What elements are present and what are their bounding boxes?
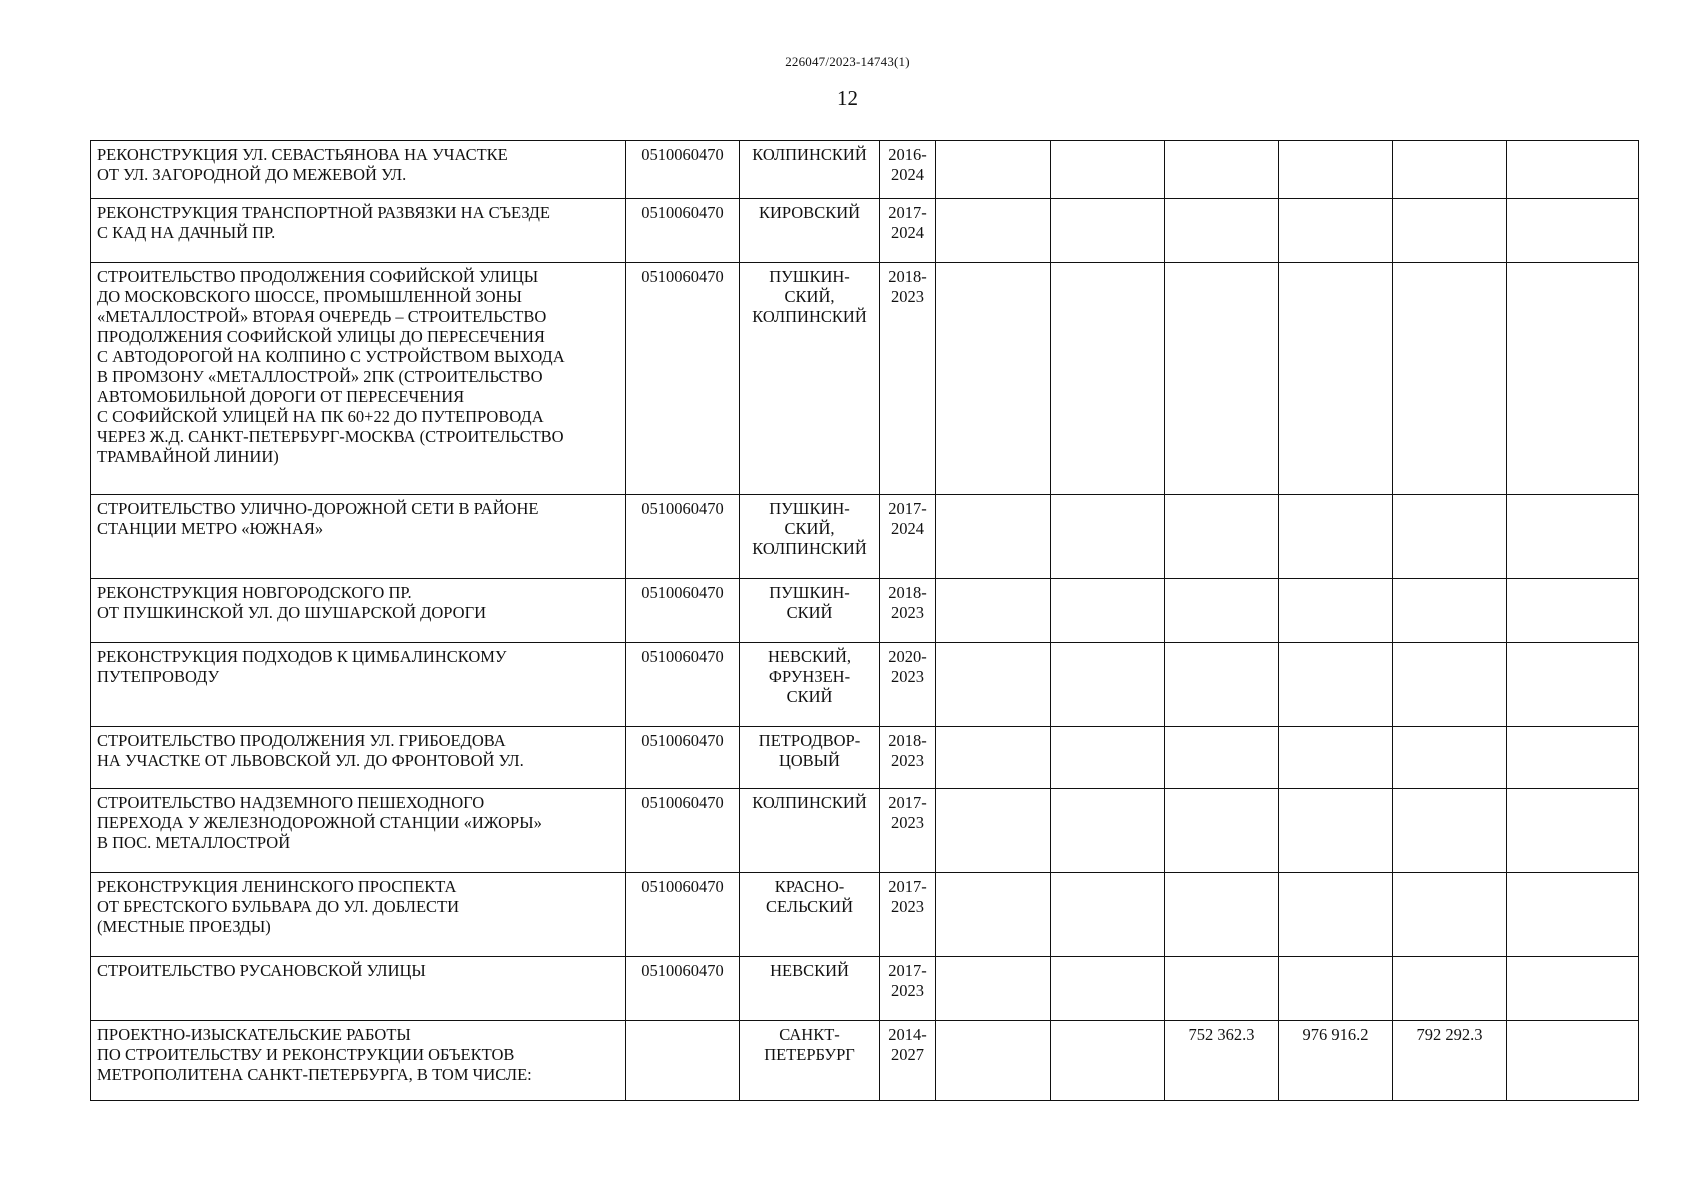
value-5 [1393,789,1507,873]
value-1 [936,199,1051,263]
years: 2017- 2023 [880,957,936,1021]
value-5 [1393,263,1507,495]
district: САНКТ- ПЕТЕРБУРГ [740,1021,880,1101]
table-row [91,789,1639,873]
value-1 [936,727,1051,789]
value-2 [1051,263,1165,495]
years: 2018- 2023 [880,727,936,789]
value-1 [936,873,1051,957]
value-6 [1507,1021,1639,1101]
table-row [91,643,1639,727]
value-1 [936,789,1051,873]
value-2 [1051,873,1165,957]
years: 2014- 2027 [880,1021,936,1101]
value-6 [1507,873,1639,957]
value-4 [1279,873,1393,957]
district: КОЛПИНСКИЙ [740,789,880,873]
table-row [91,1021,1639,1101]
years: 2017- 2023 [880,789,936,873]
district: КИРОВСКИЙ [740,199,880,263]
table-row [91,727,1639,789]
value-2 [1051,141,1165,199]
district: ПЕТРОДВОР- ЦОВЫЙ [740,727,880,789]
program-table [90,140,1639,1101]
value-6 [1507,789,1639,873]
object-name: РЕКОНСТРУКЦИЯ ЛЕНИНСКОГО ПРОСПЕКТА ОТ БРЕСТСКОГО БУЛЬВАРА ДО УЛ. ДОБЛЕСТИ (МЕСТНЫЕ ПРОЕЗДЫ) [91,873,626,957]
years: 2017- 2024 [880,495,936,579]
district: НЕВСКИЙ, ФРУНЗЕН- СКИЙ [740,643,880,727]
value-6 [1507,495,1639,579]
budget-code: 0510060470 [626,643,740,727]
value-5 [1393,727,1507,789]
district: НЕВСКИЙ [740,957,880,1021]
value-4 [1279,495,1393,579]
value-1 [936,1021,1051,1101]
value-3 [1165,495,1279,579]
budget-code: 0510060470 [626,495,740,579]
value-5 [1393,141,1507,199]
value-2 [1051,1021,1165,1101]
value-3 [1165,141,1279,199]
object-name: СТРОИТЕЛЬСТВО ПРОДОЛЖЕНИЯ СОФИЙСКОЙ УЛИЦЫ ДО МОСКОВСКОГО ШОССЕ, ПРОМЫШЛЕННОЙ ЗОНЫ «МЕТАЛЛОСТРОЙ» ВТОРАЯ ОЧЕРЕДЬ – СТРОИТЕЛЬСТВО ПРОДОЛЖЕНИЯ СОФИЙСКОЙ УЛИЦЫ ДО ПЕРЕСЕЧЕНИЯ С АВТОДОРОГОЙ НА КОЛПИНО С УСТРОЙСТВОМ ВЫХОДА В ПРОМЗОНУ «МЕТАЛЛОСТРОЙ» 2ПК (СТРОИТЕЛЬСТВО АВТОМОБИЛЬНОЙ ДОРОГИ ОТ ПЕРЕСЕЧЕНИЯ С СОФИЙСКОЙ УЛИЦЕЙ НА ПК 60+22 ДО ПУТЕПРОВОДА ЧЕРЕЗ Ж.Д. САНКТ-ПЕТЕРБУРГ-МОСКВА (СТРОИТЕЛЬСТВО ТРАМВАЙНОЙ ЛИНИИ) [91,263,626,495]
value-3 [1165,789,1279,873]
value-6 [1507,141,1639,199]
object-name: РЕКОНСТРУКЦИЯ НОВГОРОДСКОГО ПР. ОТ ПУШКИНСКОЙ УЛ. ДО ШУШАРСКОЙ ДОРОГИ [91,579,626,643]
table-row [91,495,1639,579]
value-3 [1165,263,1279,495]
years: 2018- 2023 [880,579,936,643]
value-5 [1393,495,1507,579]
object-name: СТРОИТЕЛЬСТВО РУСАНОВСКОЙ УЛИЦЫ [91,957,626,1021]
value-1 [936,579,1051,643]
value-2 [1051,495,1165,579]
object-name: СТРОИТЕЛЬСТВО УЛИЧНО-ДОРОЖНОЙ СЕТИ В РАЙОНЕ СТАНЦИИ МЕТРО «ЮЖНАЯ» [91,495,626,579]
value-6 [1507,727,1639,789]
budget-code: 0510060470 [626,727,740,789]
years: 2018- 2023 [880,263,936,495]
value-2 [1051,789,1165,873]
value-4 [1279,263,1393,495]
value-3 [1165,579,1279,643]
value-4: 976 916.2 [1279,1021,1393,1101]
value-6 [1507,579,1639,643]
object-name: СТРОИТЕЛЬСТВО НАДЗЕМНОГО ПЕШЕХОДНОГО ПЕРЕХОДА У ЖЕЛЕЗНОДОРОЖНОЙ СТАНЦИИ «ИЖОРЫ» В ПОС. МЕТАЛЛОСТРОЙ [91,789,626,873]
budget-code: 0510060470 [626,957,740,1021]
value-5: 792 292.3 [1393,1021,1507,1101]
table-row [91,957,1639,1021]
value-2 [1051,957,1165,1021]
district: КРАСНО- СЕЛЬСКИЙ [740,873,880,957]
value-3 [1165,643,1279,727]
object-name: ПРОЕКТНО-ИЗЫСКАТЕЛЬСКИЕ РАБОТЫ ПО СТРОИТЕЛЬСТВУ И РЕКОНСТРУКЦИИ ОБЪЕКТОВ МЕТРОПОЛИТЕНА САНКТ-ПЕТЕРБУРГА, В ТОМ ЧИСЛЕ: [91,1021,626,1101]
table-row [91,141,1639,199]
value-4 [1279,789,1393,873]
value-3: 752 362.3 [1165,1021,1279,1101]
object-name: РЕКОНСТРУКЦИЯ УЛ. СЕВАСТЬЯНОВА НА УЧАСТКЕ ОТ УЛ. ЗАГОРОДНОЙ ДО МЕЖЕВОЙ УЛ. [91,141,626,199]
value-6 [1507,263,1639,495]
value-3 [1165,727,1279,789]
value-1 [936,643,1051,727]
value-2 [1051,727,1165,789]
years: 2016- 2024 [880,141,936,199]
value-6 [1507,199,1639,263]
budget-code: 0510060470 [626,873,740,957]
value-3 [1165,199,1279,263]
budget-code [626,1021,740,1101]
budget-code: 0510060470 [626,263,740,495]
budget-code: 0510060470 [626,141,740,199]
value-1 [936,263,1051,495]
value-5 [1393,199,1507,263]
value-4 [1279,643,1393,727]
page-number: 12 [837,86,858,110]
table-row [91,873,1639,957]
object-name: СТРОИТЕЛЬСТВО ПРОДОЛЖЕНИЯ УЛ. ГРИБОЕДОВА НА УЧАСТКЕ ОТ ЛЬВОВСКОЙ УЛ. ДО ФРОНТОВОЙ УЛ. [91,727,626,789]
value-5 [1393,873,1507,957]
value-4 [1279,727,1393,789]
district: ПУШКИН- СКИЙ, КОЛПИНСКИЙ [740,263,880,495]
value-2 [1051,643,1165,727]
value-1 [936,141,1051,199]
value-3 [1165,873,1279,957]
value-6 [1507,643,1639,727]
document-id: 226047/2023-14743(1) [785,54,910,69]
district: КОЛПИНСКИЙ [740,141,880,199]
value-4 [1279,579,1393,643]
budget-code: 0510060470 [626,789,740,873]
value-4 [1279,957,1393,1021]
years: 2017- 2023 [880,873,936,957]
value-6 [1507,957,1639,1021]
value-4 [1279,141,1393,199]
budget-code: 0510060470 [626,199,740,263]
district: ПУШКИН- СКИЙ, КОЛПИНСКИЙ [740,495,880,579]
value-5 [1393,643,1507,727]
value-3 [1165,957,1279,1021]
value-1 [936,957,1051,1021]
object-name: РЕКОНСТРУКЦИЯ ТРАНСПОРТНОЙ РАЗВЯЗКИ НА СЪЕЗДЕ С КАД НА ДАЧНЫЙ ПР. [91,199,626,263]
value-5 [1393,957,1507,1021]
value-5 [1393,579,1507,643]
value-2 [1051,199,1165,263]
district: ПУШКИН- СКИЙ [740,579,880,643]
object-name: РЕКОНСТРУКЦИЯ ПОДХОДОВ К ЦИМБАЛИНСКОМУ ПУТЕПРОВОДУ [91,643,626,727]
value-2 [1051,579,1165,643]
table-row [91,263,1639,495]
table-row [91,199,1639,263]
years: 2020- 2023 [880,643,936,727]
budget-code: 0510060470 [626,579,740,643]
value-4 [1279,199,1393,263]
years: 2017- 2024 [880,199,936,263]
table-row [91,579,1639,643]
value-1 [936,495,1051,579]
